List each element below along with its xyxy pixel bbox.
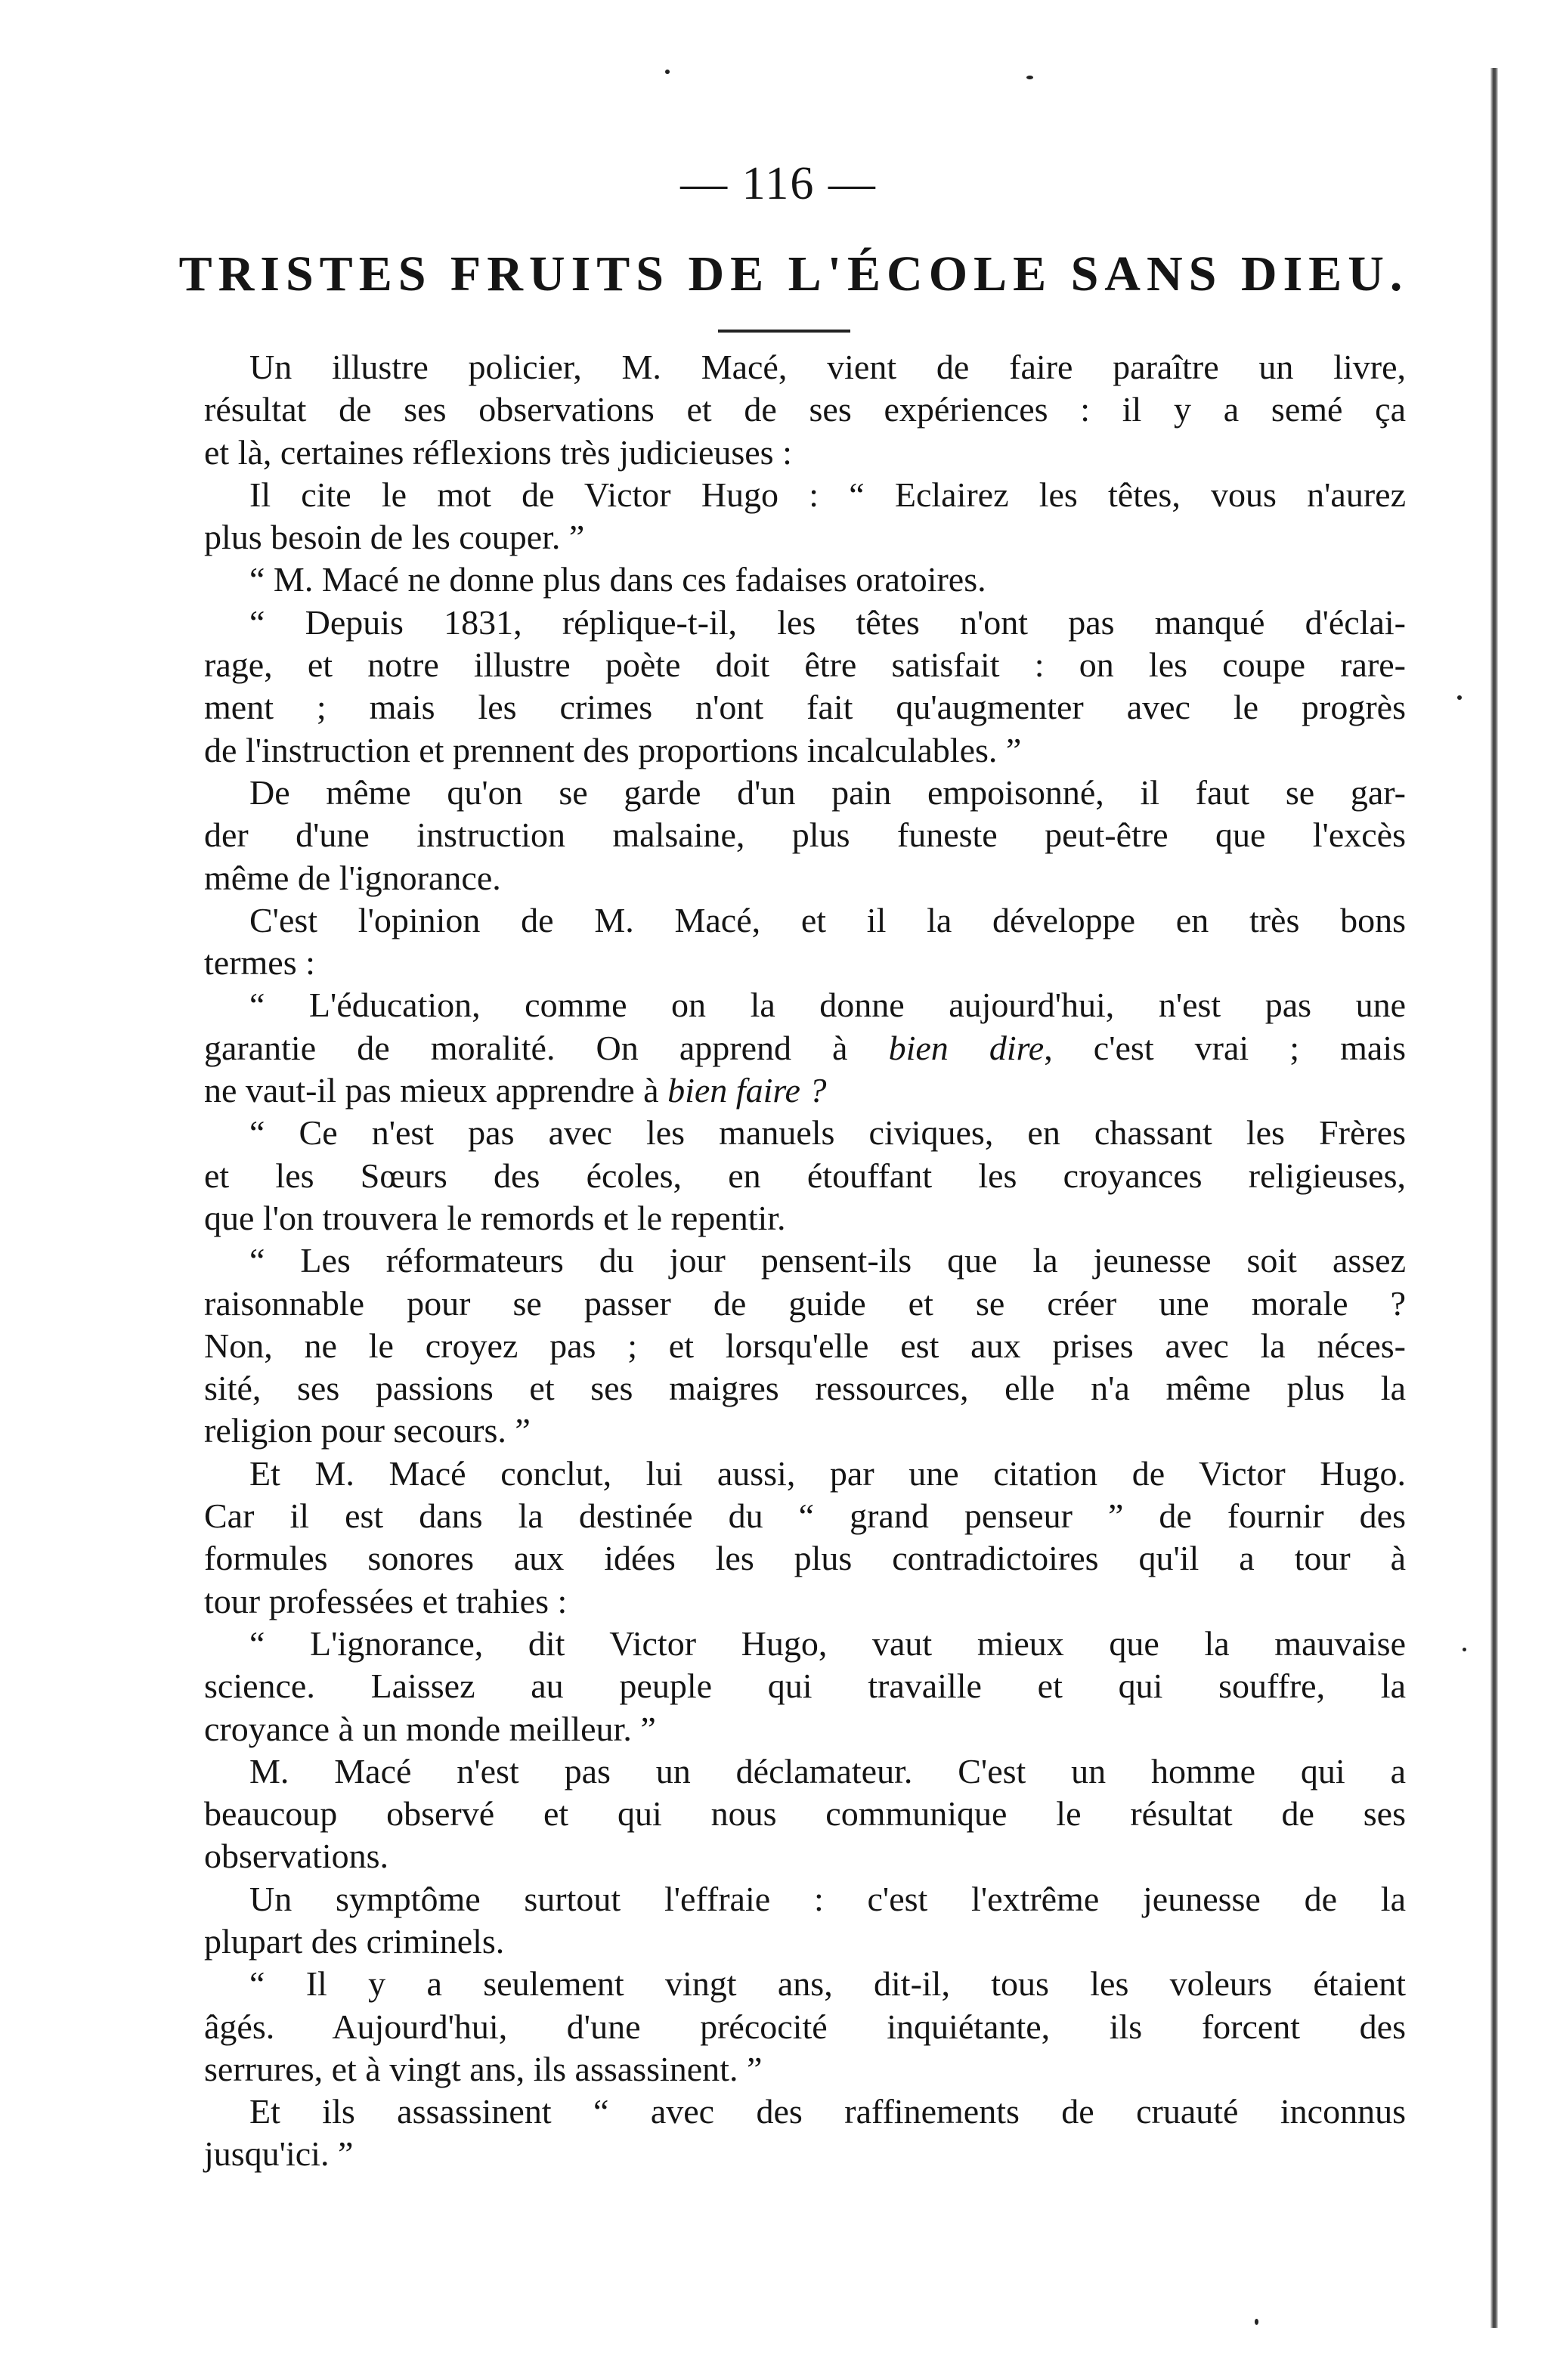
text-line: ment ; mais les crimes n'ont fait qu'augmenter avec le progrès: [204, 688, 1406, 727]
text-line: plus besoin de les couper. ”: [204, 518, 585, 557]
page-number: — 116 —: [680, 158, 877, 209]
text-line: science. Laissez au peuple qui travaille et qui souffre, la: [204, 1667, 1406, 1706]
text-line: raisonnable pour se passer de guide et se créer une morale ?: [204, 1283, 1406, 1323]
text-line: plupart des criminels.: [204, 1921, 505, 1961]
text-line: même de l'ignorance.: [204, 858, 501, 897]
text-line: Et ils assassinent “ avec des raffinements de cruauté inconnus: [249, 2092, 1406, 2131]
text-line: Un symptôme surtout l'effraie : c'est l'extrême jeunesse de la: [249, 1879, 1406, 1918]
text-line: garantie de moralité. On apprend à bien dire, c'est vrai ; mais: [204, 1028, 1407, 1067]
text-line: “ Les réformateurs du jour pensent-ils que la jeunesse soit assez: [249, 1241, 1406, 1280]
text-line: âgés. Aujourd'hui, d'une précocité inquiétante, ils forcent des: [204, 2007, 1406, 2046]
text-line: de l'instruction et prennent des proportions incalculables. ”: [204, 730, 1022, 769]
text-line: serrures, et à vingt ans, ils assassinent. ”: [204, 2049, 763, 2088]
text-line: et là, certaines réflexions très judicieuses :: [204, 432, 792, 472]
italic-phrase: bien faire ?: [667, 1071, 827, 1110]
text-line: ne vaut-il pas mieux apprendre à bien faire ?: [204, 1071, 827, 1110]
text-line: M. Macé n'est pas un déclamateur. C'est un homme qui a: [249, 1751, 1406, 1790]
chapter-title: TRISTES FRUITS DE L'ÉCOLE SANS DIEU.: [178, 246, 1409, 302]
text-line: que l'on trouvera le remords et le repentir.: [204, 1198, 786, 1237]
text-line: C'est l'opinion de M. Macé, et il la développe en très bons: [249, 900, 1406, 939]
text-line: “ L'éducation, comme on la donne aujourd'hui, n'est pas une: [249, 986, 1406, 1025]
text-line: De même qu'on se garde d'un pain empoisonné, il faut se gar-: [249, 772, 1406, 812]
text-line: “ L'ignorance, dit Victor Hugo, vaut mieux que la mauvaise: [249, 1623, 1406, 1663]
text-line: tour professées et trahies :: [204, 1581, 568, 1620]
text-line: observations.: [204, 1837, 389, 1876]
text-line: “ Il y a seulement vingt ans, dit-il, tous les voleurs étaient: [249, 1964, 1406, 2004]
text-line: der d'une instruction malsaine, plus funeste peut-être que l'excès: [204, 816, 1406, 855]
text-line: rage, et notre illustre poète doit être satisfait : on les coupe rare-: [204, 645, 1406, 685]
text-line: résultat de ses observations et de ses expériences : il y a semé ça: [204, 390, 1406, 429]
text-line: beaucoup observé et qui nous communique le résultat de ses: [204, 1794, 1406, 1834]
text-line: sité, ses passions et ses maigres ressources, elle n'a même plus la: [204, 1369, 1406, 1408]
ink-speck: [665, 70, 670, 74]
text-line: “ Depuis 1831, réplique-t-il, les têtes n'ont pas manqué d'éclai-: [249, 602, 1406, 642]
ink-speck: [1463, 1648, 1466, 1651]
ink-speck: [1026, 76, 1033, 79]
body-text: [204, 346, 1406, 2176]
text-line: religion pour secours. ”: [204, 1411, 531, 1450]
text-line: “ M. Macé ne donne plus dans ces fadaises oratoires.: [249, 560, 986, 599]
text-line: Un illustre policier, M. Macé, vient de faire paraître un livre,: [249, 348, 1406, 386]
title-rule: [718, 330, 850, 333]
text-line: croyance à un monde meilleur. ”: [204, 1709, 656, 1748]
page-edge-shadow: [1490, 68, 1498, 2328]
text-line: Non, ne le croyez pas ; et lorsqu'elle est aux prises avec la néces-: [204, 1326, 1406, 1365]
text-line: Car il est dans la destinée du “ grand penseur ” de fournir des: [204, 1496, 1406, 1536]
ink-speck: [1255, 2319, 1258, 2325]
text-line: formules sonores aux idées les plus contradictoires qu'il a tour à: [204, 1539, 1406, 1578]
italic-phrase: bien dire: [888, 1028, 1045, 1067]
ink-speck: [1457, 695, 1462, 700]
text-line: termes :: [204, 943, 315, 983]
text-line: Et M. Macé conclut, lui aussi, par une citation de Victor Hugo.: [249, 1453, 1406, 1493]
text-line: jusqu'ici. ”: [204, 2134, 354, 2174]
text-line: “ Ce n'est pas avec les manuels civiques, en chassant les Frères: [249, 1113, 1406, 1153]
text-line: Il cite le mot de Victor Hugo : “ Eclairez les têtes, vous n'aurez: [249, 475, 1406, 514]
text-line: et les Sœurs des écoles, en étouffant les croyances religieuses,: [204, 1156, 1406, 1195]
